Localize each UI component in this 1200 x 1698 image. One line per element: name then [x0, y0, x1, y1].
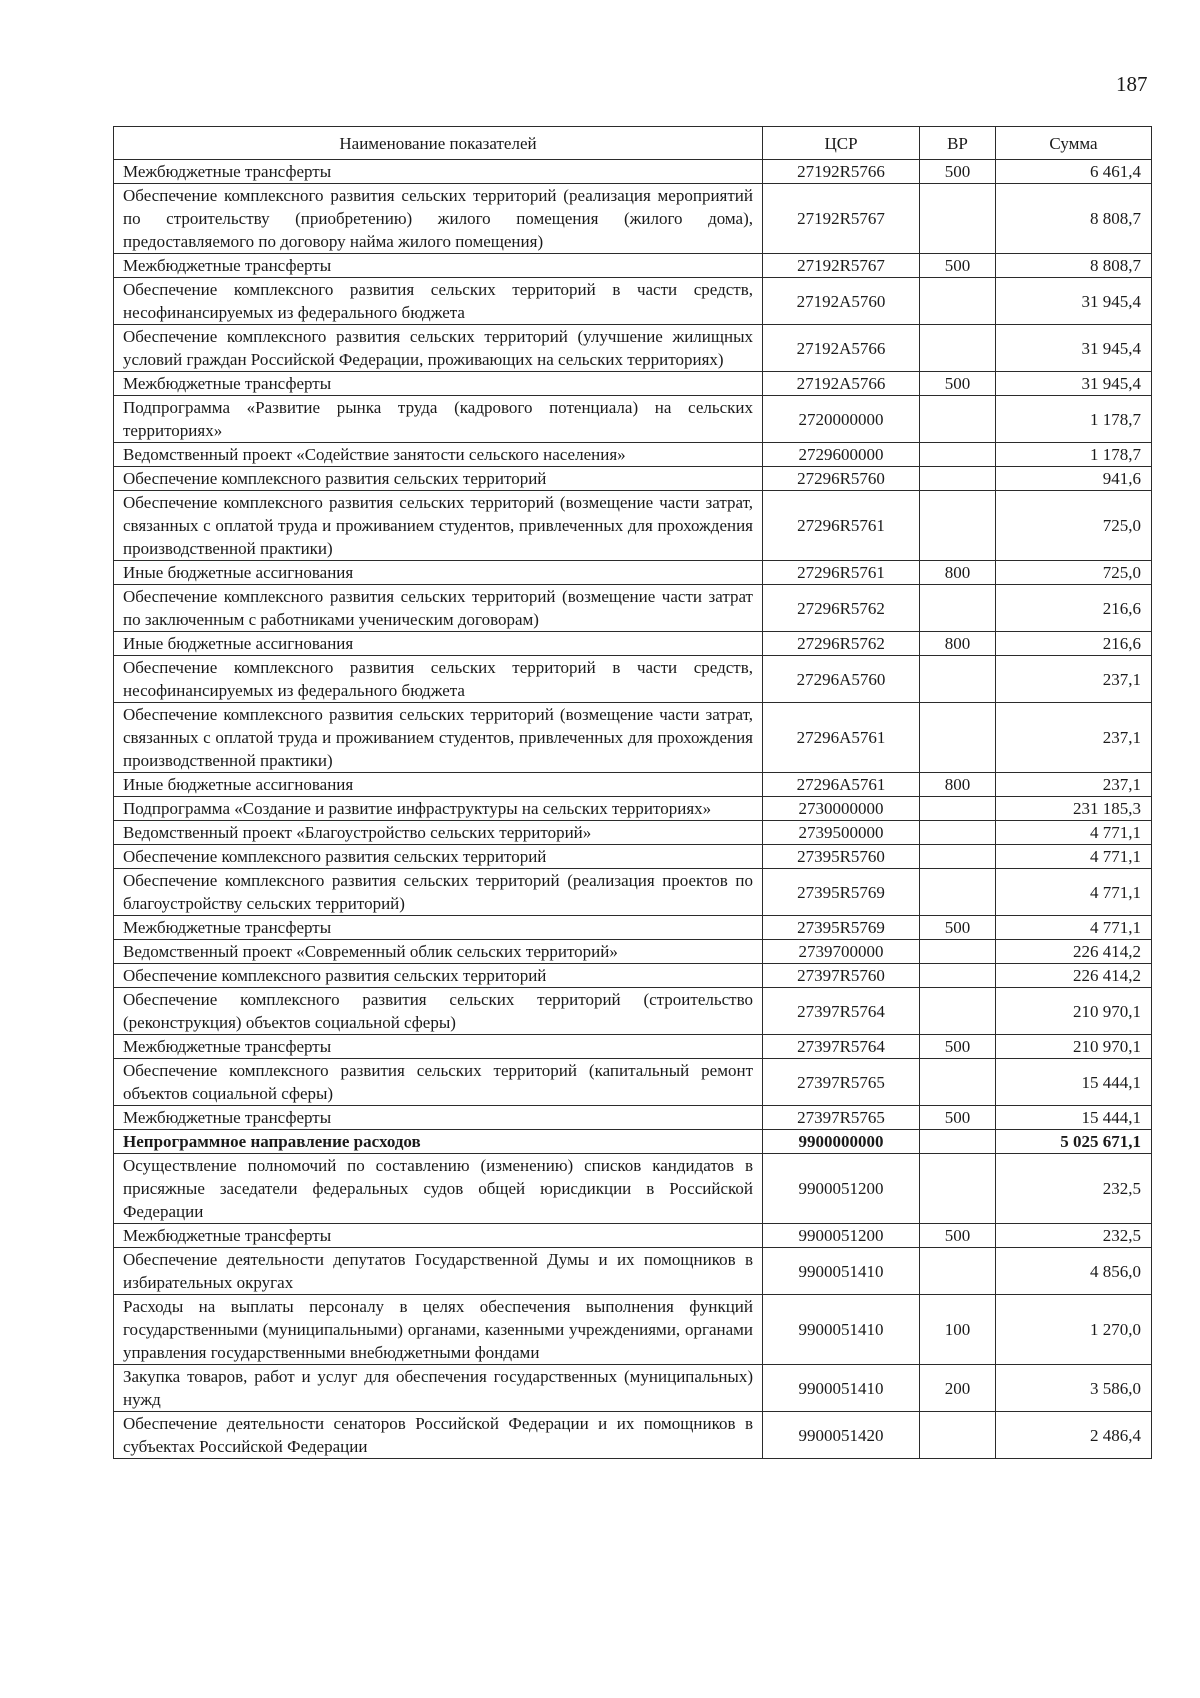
- cell-sum: 941,6: [996, 467, 1152, 491]
- cell-name: Расходы на выплаты персоналу в целях обеспечения выполнения функций государственными (муниципальными) органами, казенными учреждениями, органами управления государственными внебюджетными фондами: [114, 1295, 763, 1365]
- cell-vr: [920, 656, 996, 703]
- cell-sum: 232,5: [996, 1154, 1152, 1224]
- cell-sum: 237,1: [996, 773, 1152, 797]
- cell-csr: 2739500000: [763, 821, 920, 845]
- cell-sum: 31 945,4: [996, 278, 1152, 325]
- cell-csr: 9900000000: [763, 1130, 920, 1154]
- table-row: [114, 325, 1152, 372]
- cell-vr: [920, 1154, 996, 1224]
- cell-name: Обеспечение комплексного развития сельских территорий (возмещение части затрат, связанных с оплатой труда и проживанием студентов, привлеченных для прохождения производственной практики): [114, 491, 763, 561]
- cell-csr: 27395R5769: [763, 916, 920, 940]
- cell-vr: [920, 821, 996, 845]
- cell-csr: 27192А5766: [763, 325, 920, 372]
- table-row: [114, 916, 1152, 940]
- table-row: [114, 1059, 1152, 1106]
- cell-vr: [920, 940, 996, 964]
- cell-csr: 2730000000: [763, 797, 920, 821]
- cell-csr: 27395R5760: [763, 845, 920, 869]
- cell-vr: 500: [920, 254, 996, 278]
- cell-name: Иные бюджетные ассигнования: [114, 561, 763, 585]
- header-row: [114, 127, 1152, 160]
- cell-sum: 231 185,3: [996, 797, 1152, 821]
- cell-sum: 216,6: [996, 585, 1152, 632]
- table-row: [114, 184, 1152, 254]
- cell-sum: 3 586,0: [996, 1365, 1152, 1412]
- cell-name: Обеспечение комплексного развития сельских территорий (реализация проектов по благоустройству сельских территорий): [114, 869, 763, 916]
- cell-csr: 27192R5766: [763, 160, 920, 184]
- cell-csr: 2720000000: [763, 396, 920, 443]
- cell-sum: 4 771,1: [996, 845, 1152, 869]
- cell-csr: 2739700000: [763, 940, 920, 964]
- cell-sum: 15 444,1: [996, 1106, 1152, 1130]
- cell-sum: 8 808,7: [996, 254, 1152, 278]
- table-row: [114, 1106, 1152, 1130]
- cell-vr: 800: [920, 773, 996, 797]
- table-row: [114, 1130, 1152, 1154]
- cell-name: Подпрограмма «Создание и развитие инфраструктуры на сельских территориях»: [114, 797, 763, 821]
- cell-csr: 9900051410: [763, 1295, 920, 1365]
- cell-sum: 226 414,2: [996, 964, 1152, 988]
- cell-name: Межбюджетные трансферты: [114, 1035, 763, 1059]
- cell-vr: 800: [920, 632, 996, 656]
- table-row: [114, 372, 1152, 396]
- table-row: [114, 443, 1152, 467]
- cell-name: Обеспечение комплексного развития сельских территорий (строительство (реконструкция) объектов социальной сферы): [114, 988, 763, 1035]
- table-row: [114, 1295, 1152, 1365]
- table-row: [114, 845, 1152, 869]
- table-row: [114, 278, 1152, 325]
- cell-name: Межбюджетные трансферты: [114, 160, 763, 184]
- cell-sum: 31 945,4: [996, 372, 1152, 396]
- cell-vr: 500: [920, 1035, 996, 1059]
- cell-vr: [920, 278, 996, 325]
- cell-csr: 27395R5769: [763, 869, 920, 916]
- cell-csr: 9900051420: [763, 1412, 920, 1459]
- cell-sum: 4 771,1: [996, 869, 1152, 916]
- cell-vr: [920, 443, 996, 467]
- cell-name: Ведомственный проект «Содействие занятости сельского населения»: [114, 443, 763, 467]
- cell-csr: 9900051200: [763, 1154, 920, 1224]
- cell-name: Ведомственный проект «Современный облик сельских территорий»: [114, 940, 763, 964]
- cell-csr: 27192R5767: [763, 254, 920, 278]
- cell-vr: [920, 964, 996, 988]
- table-row: [114, 632, 1152, 656]
- cell-name: Обеспечение комплексного развития сельских территорий (возмещение части затрат, связанных с оплатой труда и проживанием студентов, привлеченных для прохождения производственной практики): [114, 703, 763, 773]
- cell-name: Обеспечение деятельности сенаторов Российской Федерации и их помощников в субъектах Российской Федерации: [114, 1412, 763, 1459]
- cell-sum: 2 486,4: [996, 1412, 1152, 1459]
- cell-sum: 210 970,1: [996, 988, 1152, 1035]
- cell-name: Межбюджетные трансферты: [114, 372, 763, 396]
- cell-sum: 1 178,7: [996, 443, 1152, 467]
- header-csr: ЦСР: [763, 127, 920, 160]
- cell-vr: [920, 1248, 996, 1295]
- cell-csr: 9900051410: [763, 1248, 920, 1295]
- cell-csr: 27296R5762: [763, 585, 920, 632]
- header-sum: Сумма: [996, 127, 1152, 160]
- cell-csr: 27397R5765: [763, 1106, 920, 1130]
- table-row: [114, 467, 1152, 491]
- cell-sum: 15 444,1: [996, 1059, 1152, 1106]
- table-body: [114, 160, 1152, 1459]
- cell-csr: 27192А5766: [763, 372, 920, 396]
- cell-sum: 4 771,1: [996, 821, 1152, 845]
- cell-name: Подпрограмма «Развитие рынка труда (кадрового потенциала) на сельских территориях»: [114, 396, 763, 443]
- cell-name: Иные бюджетные ассигнования: [114, 773, 763, 797]
- cell-vr: 500: [920, 1224, 996, 1248]
- cell-csr: 27296R5760: [763, 467, 920, 491]
- cell-vr: [920, 467, 996, 491]
- header-vr: ВР: [920, 127, 996, 160]
- cell-name: Обеспечение комплексного развития сельских территорий: [114, 845, 763, 869]
- cell-name: Ведомственный проект «Благоустройство сельских территорий»: [114, 821, 763, 845]
- table-row: [114, 561, 1152, 585]
- cell-vr: 500: [920, 916, 996, 940]
- cell-name: Закупка товаров, работ и услуг для обеспечения государственных (муниципальных) нужд: [114, 1365, 763, 1412]
- cell-csr: 27192А5760: [763, 278, 920, 325]
- table-row: [114, 160, 1152, 184]
- cell-csr: 27296А5761: [763, 703, 920, 773]
- cell-name: Осуществление полномочий по составлению (изменению) списков кандидатов в присяжные заседатели федеральных судов общей юрисдикции в Российской Федерации: [114, 1154, 763, 1224]
- cell-name: Обеспечение комплексного развития сельских территорий в части средств, несофинансируемых из федерального бюджета: [114, 278, 763, 325]
- cell-sum: 725,0: [996, 491, 1152, 561]
- table-row: [114, 964, 1152, 988]
- cell-name: Обеспечение деятельности депутатов Государственной Думы и их помощников в избирательных округах: [114, 1248, 763, 1295]
- cell-sum: 232,5: [996, 1224, 1152, 1248]
- cell-vr: 500: [920, 1106, 996, 1130]
- cell-csr: 27296R5762: [763, 632, 920, 656]
- table-row: [114, 940, 1152, 964]
- cell-sum: 4 771,1: [996, 916, 1152, 940]
- cell-name: Межбюджетные трансферты: [114, 254, 763, 278]
- cell-csr: 27296R5761: [763, 561, 920, 585]
- cell-vr: [920, 797, 996, 821]
- cell-csr: 27397R5764: [763, 1035, 920, 1059]
- cell-vr: [920, 325, 996, 372]
- cell-sum: 1 178,7: [996, 396, 1152, 443]
- cell-sum: 1 270,0: [996, 1295, 1152, 1365]
- cell-sum: 4 856,0: [996, 1248, 1152, 1295]
- cell-vr: [920, 869, 996, 916]
- cell-vr: 800: [920, 561, 996, 585]
- cell-vr: [920, 1130, 996, 1154]
- table-row: [114, 1154, 1152, 1224]
- cell-name: Межбюджетные трансферты: [114, 1106, 763, 1130]
- cell-name: Обеспечение комплексного развития сельских территорий в части средств, несофинансируемых из федерального бюджета: [114, 656, 763, 703]
- cell-vr: [920, 988, 996, 1035]
- cell-vr: [920, 1059, 996, 1106]
- cell-vr: [920, 396, 996, 443]
- table-row: [114, 1035, 1152, 1059]
- cell-name: Обеспечение комплексного развития сельских территорий (возмещение части затрат по заключенным с работниками ученическим договорам): [114, 585, 763, 632]
- cell-name: Обеспечение комплексного развития сельских территорий (капитальный ремонт объектов социальной сферы): [114, 1059, 763, 1106]
- cell-csr: 27192R5767: [763, 184, 920, 254]
- cell-csr: 27296А5760: [763, 656, 920, 703]
- cell-name: Непрограммное направление расходов: [114, 1130, 763, 1154]
- budget-table: [113, 126, 1152, 1459]
- cell-name: Иные бюджетные ассигнования: [114, 632, 763, 656]
- cell-name: Обеспечение комплексного развития сельских территорий (улучшение жилищных условий граждан Российской Федерации, проживающих на сельских территориях): [114, 325, 763, 372]
- cell-csr: 27397R5760: [763, 964, 920, 988]
- cell-sum: 210 970,1: [996, 1035, 1152, 1059]
- cell-vr: [920, 1412, 996, 1459]
- cell-sum: 5 025 671,1: [996, 1130, 1152, 1154]
- cell-sum: 237,1: [996, 703, 1152, 773]
- cell-vr: 200: [920, 1365, 996, 1412]
- cell-name: Обеспечение комплексного развития сельских территорий (реализация мероприятий по строительству (приобретению) жилого помещения (жилого дома), предоставляемого по договору найма жилого помещения): [114, 184, 763, 254]
- table-row: [114, 869, 1152, 916]
- table-row: [114, 585, 1152, 632]
- cell-sum: 237,1: [996, 656, 1152, 703]
- cell-vr: [920, 845, 996, 869]
- cell-csr: 27397R5765: [763, 1059, 920, 1106]
- cell-sum: 8 808,7: [996, 184, 1152, 254]
- table-row: [114, 1412, 1152, 1459]
- cell-csr: 27397R5764: [763, 988, 920, 1035]
- cell-sum: 6 461,4: [996, 160, 1152, 184]
- cell-csr: 9900051200: [763, 1224, 920, 1248]
- cell-vr: [920, 703, 996, 773]
- cell-csr: 27296А5761: [763, 773, 920, 797]
- cell-name: Межбюджетные трансферты: [114, 1224, 763, 1248]
- table-row: [114, 254, 1152, 278]
- table-row: [114, 396, 1152, 443]
- cell-sum: 226 414,2: [996, 940, 1152, 964]
- cell-sum: 31 945,4: [996, 325, 1152, 372]
- table-row: [114, 656, 1152, 703]
- cell-sum: 216,6: [996, 632, 1152, 656]
- table-row: [114, 988, 1152, 1035]
- table-row: [114, 797, 1152, 821]
- cell-name: Обеспечение комплексного развития сельских территорий: [114, 964, 763, 988]
- cell-name: Обеспечение комплексного развития сельских территорий: [114, 467, 763, 491]
- table-row: [114, 703, 1152, 773]
- header-name: Наименование показателей: [114, 127, 763, 160]
- cell-sum: 725,0: [996, 561, 1152, 585]
- table-row: [114, 773, 1152, 797]
- cell-vr: [920, 585, 996, 632]
- cell-vr: 500: [920, 372, 996, 396]
- page-number: 187: [1116, 72, 1148, 96]
- cell-name: Межбюджетные трансферты: [114, 916, 763, 940]
- cell-vr: [920, 184, 996, 254]
- cell-vr: [920, 491, 996, 561]
- cell-vr: 100: [920, 1295, 996, 1365]
- table-row: [114, 821, 1152, 845]
- table-row: [114, 1248, 1152, 1295]
- table-row: [114, 491, 1152, 561]
- cell-csr: 2729600000: [763, 443, 920, 467]
- cell-vr: 500: [920, 160, 996, 184]
- cell-csr: 27296R5761: [763, 491, 920, 561]
- table-row: [114, 1365, 1152, 1412]
- cell-csr: 9900051410: [763, 1365, 920, 1412]
- table-row: [114, 1224, 1152, 1248]
- table-header: [114, 127, 1152, 160]
